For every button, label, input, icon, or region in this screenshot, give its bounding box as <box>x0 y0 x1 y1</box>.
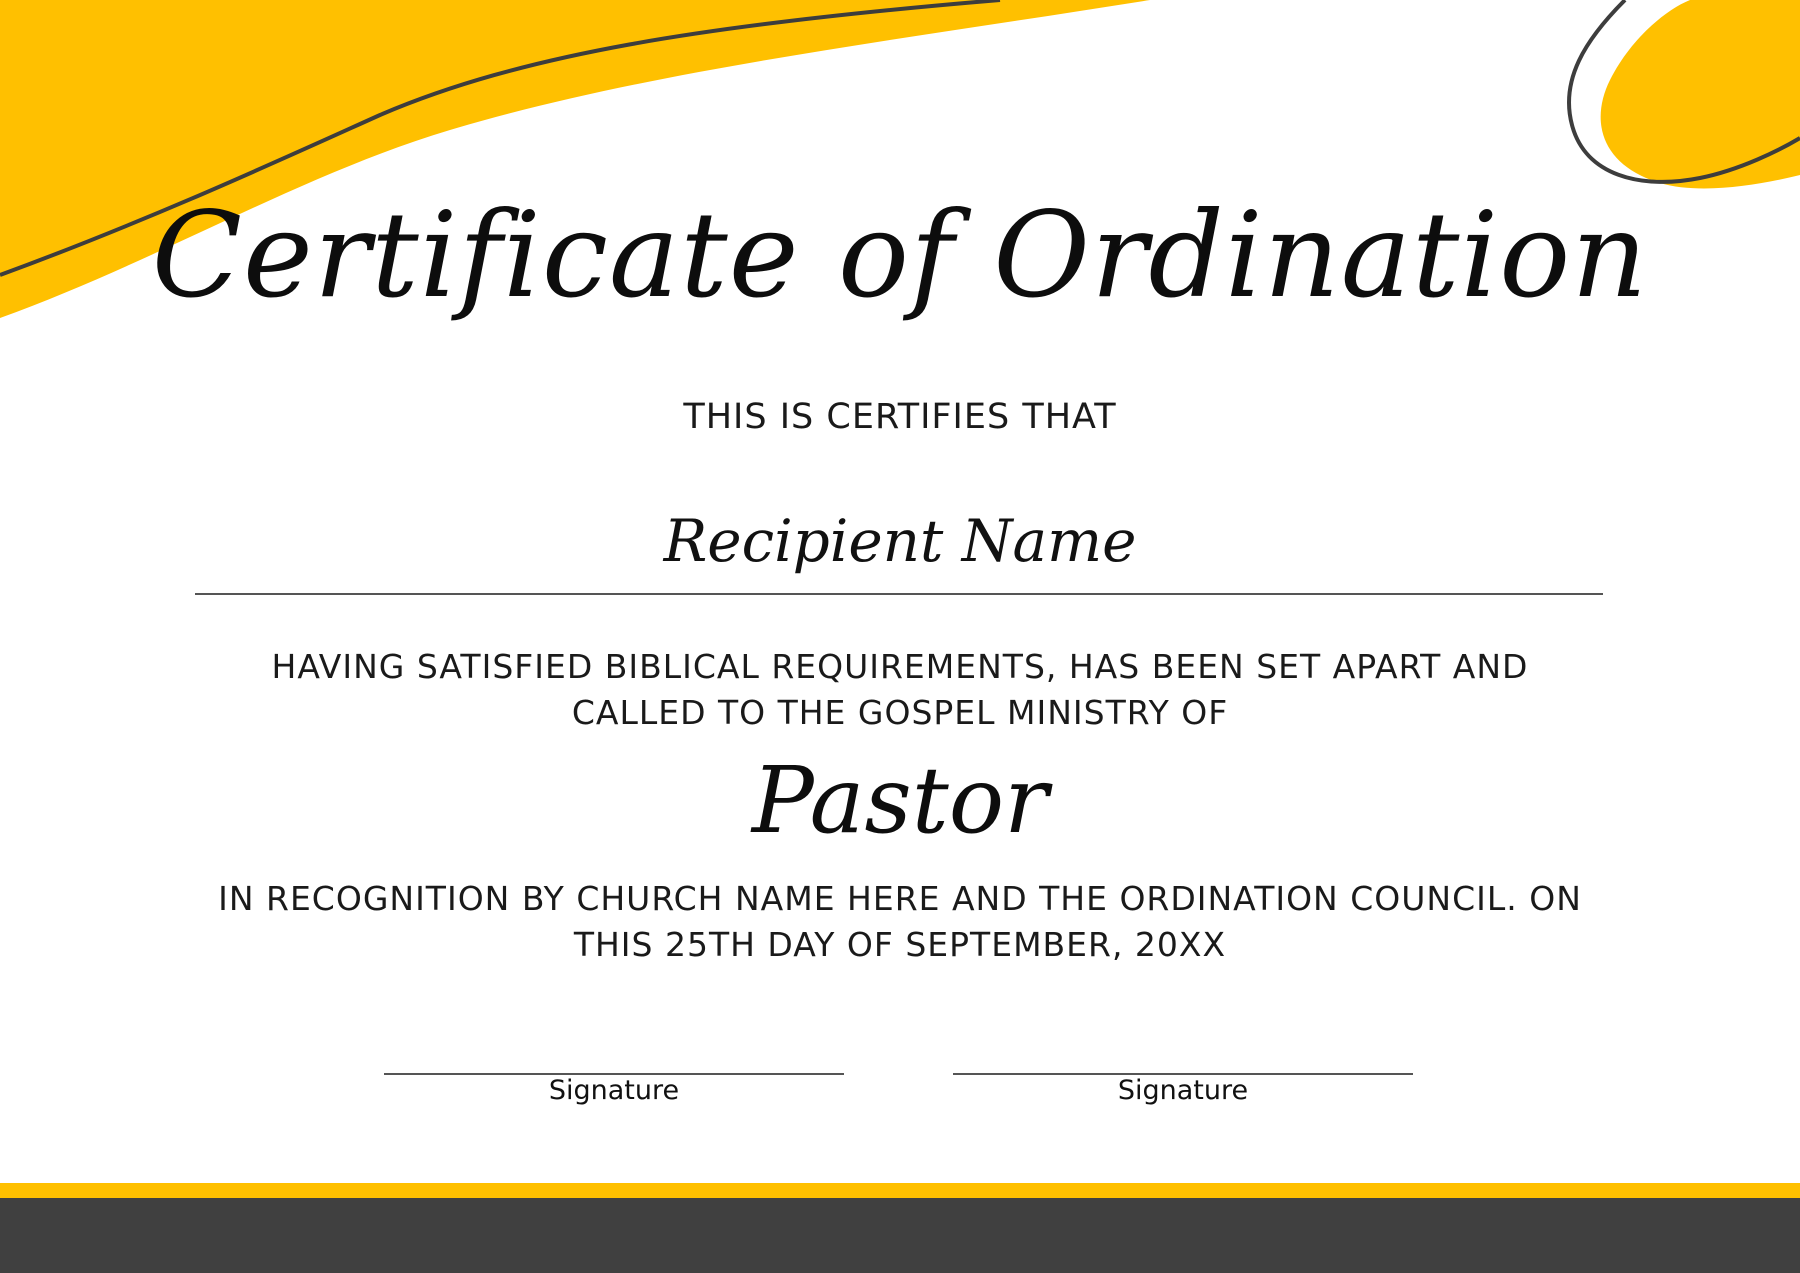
role-title: Pastor <box>751 747 1049 854</box>
requirements-line-2: CALLED TO THE GOSPEL MINISTRY OF <box>571 693 1229 732</box>
top-right-yellow-blob <box>1601 0 1800 188</box>
certificate-title: Certificate of Ordination <box>151 186 1649 324</box>
recognition-line-2: THIS 25TH DAY OF SEPTEMBER, 20XX <box>573 925 1227 964</box>
bottom-dark-band <box>0 1198 1800 1273</box>
certifies-line: THIS IS CERTIFIES THAT <box>683 397 1117 437</box>
requirements-text <box>0 644 1800 736</box>
bottom-yellow-band <box>0 1183 1800 1198</box>
recipient-name[interactable]: Recipient Name <box>663 507 1137 575</box>
recognition-line-1: IN RECOGNITION BY CHURCH NAME HERE AND THE ORDINATION COUNCIL. ON <box>218 879 1582 918</box>
recognition-text <box>0 876 1800 968</box>
requirements-line-1: HAVING SATISFIED BIBLICAL REQUIREMENTS, HAS BEEN SET APART AND <box>271 647 1529 686</box>
signature-label-right: Signature <box>1117 1075 1249 1106</box>
signature-label-left: Signature <box>548 1075 680 1106</box>
